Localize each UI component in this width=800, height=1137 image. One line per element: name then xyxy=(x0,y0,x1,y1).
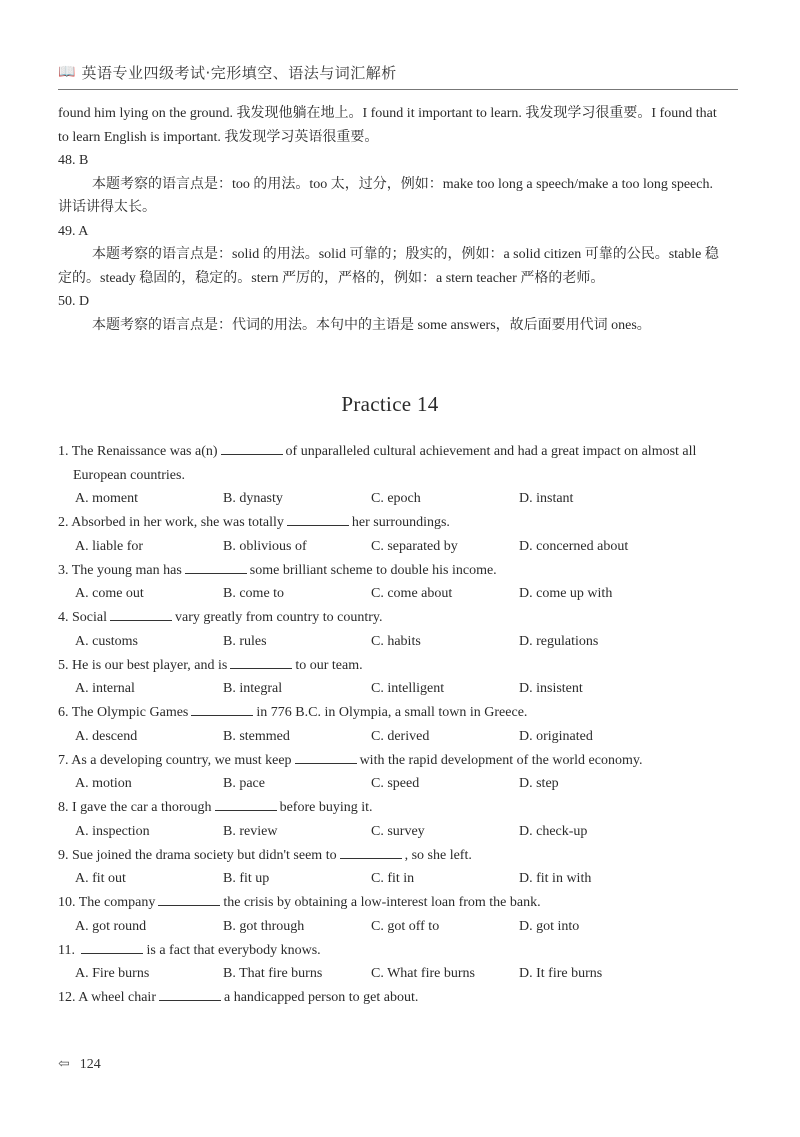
question-stem xyxy=(58,606,726,630)
option-b[interactable]: B. That fire burns xyxy=(223,966,323,981)
question-text-before: Sue joined the drama society but didn't seem to xyxy=(72,847,337,863)
option-d[interactable]: D. It fire burns xyxy=(519,966,603,981)
question-number: 9. xyxy=(58,847,69,863)
continued-explanation: found him lying on the ground. 我发现他躺在地上。I found it important to learn. 我发现学习很重要。I found that to learn English is important. 我发现学习英语很重要。 xyxy=(58,106,717,145)
question-number: 5. xyxy=(58,657,69,673)
option-d[interactable]: D. regulations xyxy=(519,633,599,649)
question-text-after: to our team. xyxy=(295,657,363,673)
question-text-before: He is our best player, and is xyxy=(72,657,228,673)
answer-number: 49. A xyxy=(58,223,89,239)
question-text-before: As a developing country, we must keep xyxy=(71,752,292,768)
option-c[interactable]: C. survey xyxy=(371,823,425,839)
option-a[interactable]: A. moment xyxy=(75,491,138,506)
question-item xyxy=(58,606,726,654)
answer-explanation: 本题考察的语言点是：solid 的用法。solid 可靠的；殷实的，例如：a solid citizen 可靠的公民。stable 稳定的。steady 稳固的，稳定的。stern 严厉的，严格的，例如：a stern teacher 严格的老师。 xyxy=(58,247,719,286)
option-row xyxy=(58,677,726,701)
answer-blank[interactable] xyxy=(221,442,283,455)
question-list xyxy=(58,440,726,1010)
question-text-before: Social xyxy=(72,610,107,625)
question-item xyxy=(58,440,726,511)
question-stem xyxy=(58,701,726,725)
section-title: Practice 14 xyxy=(341,392,439,416)
question-stem xyxy=(58,844,726,868)
option-a[interactable]: A. fit out xyxy=(75,871,126,886)
question-stem xyxy=(58,939,726,963)
option-row xyxy=(58,487,726,511)
option-a[interactable]: A. liable for xyxy=(75,538,144,554)
option-d[interactable]: D. got into xyxy=(519,918,580,934)
answer-blank[interactable] xyxy=(295,751,357,764)
page-number: 124 xyxy=(79,1056,101,1072)
question-number: 12. xyxy=(58,990,76,1005)
option-row xyxy=(58,535,726,559)
option-c[interactable]: C. What fire burns xyxy=(371,966,475,981)
question-stem xyxy=(58,749,726,773)
option-row xyxy=(58,630,726,654)
option-a[interactable]: A. Fire burns xyxy=(75,966,150,981)
question-text-before: The Olympic Games xyxy=(71,705,189,720)
question-text-after: some brilliant scheme to double his income. xyxy=(249,562,497,578)
option-row xyxy=(58,820,726,844)
question-number: 3. xyxy=(58,562,69,578)
question-text-after: a handicapped person to get about. xyxy=(223,990,419,1005)
answer-number: 48. B xyxy=(58,153,89,168)
option-d[interactable]: D. step xyxy=(519,776,559,791)
option-a[interactable]: A. customs xyxy=(75,633,138,649)
option-c[interactable]: C. speed xyxy=(371,776,420,791)
option-c[interactable]: C. fit in xyxy=(371,871,415,886)
answer-blank[interactable] xyxy=(340,846,402,859)
book-icon: 📖 xyxy=(58,65,76,80)
question-stem xyxy=(58,796,726,820)
option-d[interactable]: D. come up with xyxy=(519,586,613,601)
option-b[interactable]: B. come to xyxy=(223,586,285,601)
question-text-before: A wheel chair xyxy=(78,990,156,1005)
question-stem xyxy=(58,654,726,678)
question-text-before: The young man has xyxy=(71,562,182,578)
question-number: 1. xyxy=(58,444,69,459)
question-text-after: , so she left. xyxy=(404,847,472,863)
option-b[interactable]: B. got through xyxy=(223,918,305,934)
question-text-after: the crisis by obtaining a low-interest loan from the bank. xyxy=(223,895,541,910)
answer-blank[interactable] xyxy=(230,656,292,669)
arrow-left-icon: ⇦ xyxy=(58,1057,70,1072)
question-number: 7. xyxy=(58,752,69,768)
option-c[interactable]: C. habits xyxy=(371,633,421,649)
option-c[interactable]: C. come about xyxy=(371,586,453,601)
question-stem xyxy=(58,891,726,915)
option-a[interactable]: A. descend xyxy=(75,728,138,744)
question-text-after: is a fact that everybody knows. xyxy=(146,942,321,958)
option-d[interactable]: D. check-up xyxy=(519,823,588,839)
answer-blank[interactable] xyxy=(81,941,143,954)
question-item xyxy=(58,986,726,1010)
question-number: 2. xyxy=(58,515,69,530)
option-d[interactable]: D. fit in with xyxy=(519,871,592,886)
option-d[interactable]: D. instant xyxy=(519,491,574,506)
option-row xyxy=(58,962,726,986)
question-item xyxy=(58,844,726,892)
question-number: 10. xyxy=(58,895,76,910)
question-item xyxy=(58,796,726,844)
question-stem xyxy=(58,986,726,1010)
question-item xyxy=(58,654,726,702)
question-item xyxy=(58,891,726,939)
question-text-after: of unparalleled cultural achievement and had a great impact on almost all European countries. xyxy=(73,444,697,483)
option-d[interactable]: D. originated xyxy=(519,728,593,744)
option-b[interactable]: B. oblivious of xyxy=(223,538,307,554)
question-text-before: I gave the car a thorough xyxy=(72,800,212,815)
question-text-before: The Renaissance was a(n) xyxy=(71,444,218,459)
question-item xyxy=(58,559,726,607)
question-item xyxy=(58,701,726,749)
answer-blank[interactable] xyxy=(185,561,247,574)
option-c[interactable]: C. intelligent xyxy=(371,681,445,696)
question-number: 11. xyxy=(58,942,75,958)
option-a[interactable]: A. internal xyxy=(75,681,135,696)
option-d[interactable]: D. concerned about xyxy=(519,538,629,554)
question-text-after: before buying it. xyxy=(279,800,373,815)
question-item xyxy=(58,939,726,987)
question-text-after: with the rapid development of the world economy. xyxy=(359,752,643,768)
option-a[interactable]: A. motion xyxy=(75,776,132,791)
question-text-after: in 776 B.C. in Olympia, a small town in Greece. xyxy=(256,705,528,720)
option-b[interactable]: B. fit up xyxy=(223,871,270,886)
option-b[interactable]: B. dynasty xyxy=(223,491,283,506)
option-c[interactable]: C. separated by xyxy=(371,538,458,554)
option-b[interactable]: B. stemmed xyxy=(223,728,290,744)
question-number: 6. xyxy=(58,705,69,720)
question-text-after: vary greatly from country to country. xyxy=(175,610,383,625)
option-b[interactable]: B. integral xyxy=(223,681,283,696)
option-d[interactable]: D. insistent xyxy=(519,681,583,696)
option-b[interactable]: B. rules xyxy=(223,633,267,649)
running-header xyxy=(58,62,738,90)
option-c[interactable]: C. derived xyxy=(371,728,430,744)
option-a[interactable]: A. come out xyxy=(75,586,144,601)
option-c[interactable]: C. epoch xyxy=(371,491,421,506)
option-row xyxy=(58,725,726,749)
answer-blank[interactable] xyxy=(159,988,221,1001)
option-row xyxy=(58,915,726,939)
answer-blank[interactable] xyxy=(158,893,220,906)
answer-blank[interactable] xyxy=(191,703,253,716)
question-text-after: her surroundings. xyxy=(351,515,450,530)
option-a[interactable]: A. got round xyxy=(75,918,147,934)
option-c[interactable]: C. got off to xyxy=(371,918,440,934)
option-row xyxy=(58,582,726,606)
option-a[interactable]: A. inspection xyxy=(75,823,150,839)
option-b[interactable]: B. pace xyxy=(223,776,265,791)
page-footer xyxy=(58,1056,101,1073)
answer-blank[interactable] xyxy=(287,513,349,526)
question-item xyxy=(58,749,726,797)
question-stem xyxy=(58,559,726,583)
previous-answers xyxy=(58,102,726,337)
answer-number: 50. D xyxy=(58,294,90,309)
question-item xyxy=(58,511,726,559)
question-number: 4. xyxy=(58,610,69,625)
question-number: 8. xyxy=(58,800,69,815)
question-stem xyxy=(58,511,726,535)
option-row xyxy=(58,772,726,796)
question-text-before: Absorbed in her work, she was totally xyxy=(71,515,284,530)
option-row xyxy=(58,867,726,891)
answer-blank[interactable] xyxy=(110,608,172,621)
question-text-before: The company xyxy=(78,895,156,910)
header-title: 英语专业四级考试·完形填空、语法与词汇解析 xyxy=(81,64,397,82)
option-b[interactable]: B. review xyxy=(223,823,278,839)
answer-explanation: 本题考察的语言点是：代词的用法。本句中的主语是 some answers，故后面要用代词 ones。 xyxy=(92,317,651,333)
answer-blank[interactable] xyxy=(215,798,277,811)
answer-explanation: 本题考察的语言点是：too 的用法。too 太，过分，例如：make too long a speech/make a too long speech. 讲话讲得太长。 xyxy=(58,176,713,215)
question-stem xyxy=(58,440,726,487)
